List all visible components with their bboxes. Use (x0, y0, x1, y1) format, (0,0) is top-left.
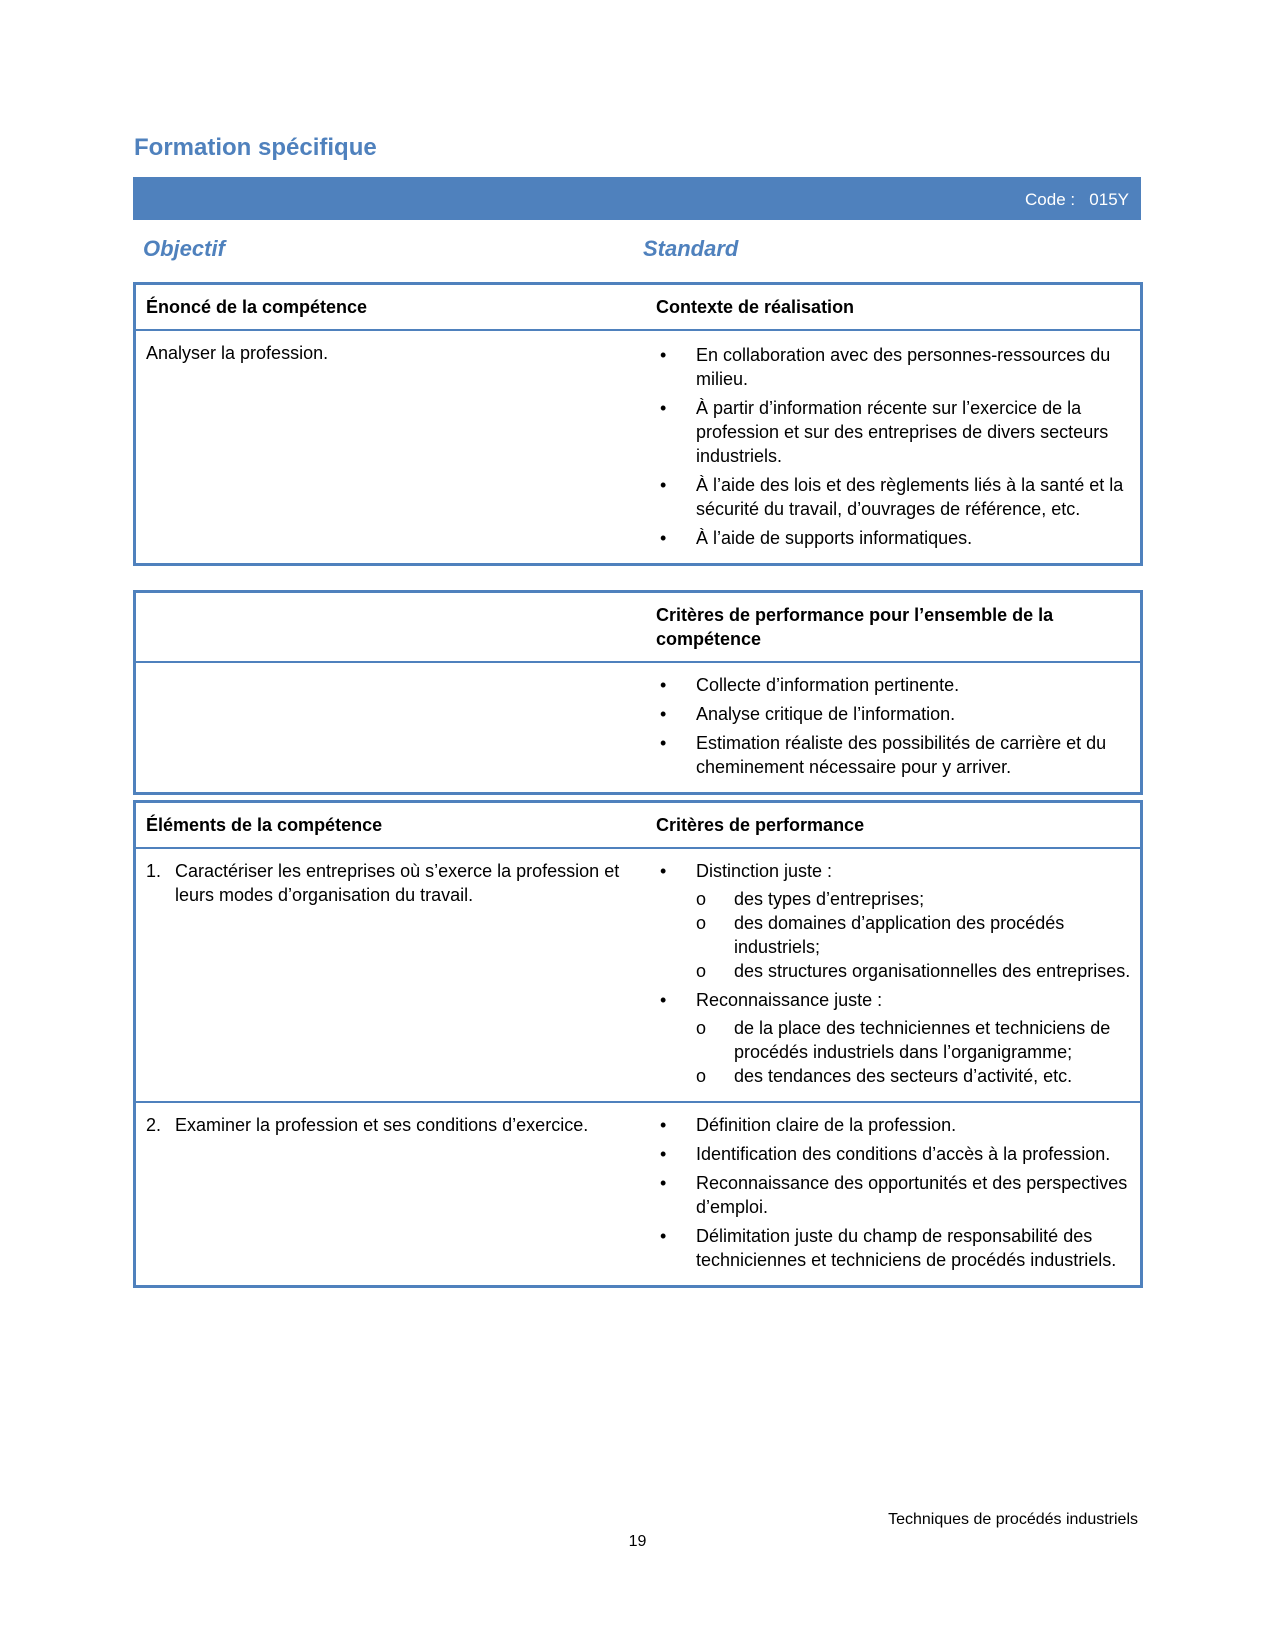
context-list (656, 343, 1132, 550)
list-item: • Collecte d’information pertinente. (656, 673, 1132, 697)
criteria-list (656, 859, 1132, 1088)
page-number: 19 (628, 1533, 647, 1550)
code-label: Code : (1025, 190, 1076, 209)
element-number: 2. (146, 1115, 162, 1135)
criterion-text: • Reconnaissance des opportunités et des perspectives d’emploi. (656, 1171, 1132, 1219)
element-text: Examiner la profession et ses conditions d’exercice. (175, 1115, 589, 1135)
overall-criteria-table (133, 590, 1143, 795)
list-item: • À l’aide de supports informatiques. (656, 526, 1132, 550)
list-item: • À partir d’information récente sur l’exercice de la profession et sur des entreprises de divers secteurs industriels. (656, 396, 1132, 468)
sub-item: o des structures organisationnelles des entreprises. (696, 959, 1132, 983)
competency-statement: Analyser la profession. (146, 343, 329, 363)
code-banner (133, 177, 1141, 220)
elements-table (133, 800, 1143, 1288)
code-value: 015Y (1089, 190, 1129, 209)
table-row (136, 1102, 1140, 1285)
list-item: • En collaboration avec des personnes-ressources du milieu. (656, 343, 1132, 391)
criterion-text: • Identification des conditions d’accès à la profession. (656, 1142, 1132, 1166)
competency-code (1025, 190, 1129, 210)
page-title: Formation spécifique (134, 134, 377, 161)
elements-header: Éléments de la compétence (136, 803, 642, 848)
table-row (136, 848, 1140, 1102)
element-1 (146, 859, 642, 907)
objective-header: Objectif (143, 236, 225, 261)
criterion-text: Distinction juste : (696, 861, 833, 881)
overall-criteria-header: Critères de performance pour l’ensemble de la compétence (642, 593, 1140, 662)
list-item: • À l’aide des lois et des règlements liés à la santé et la sécurité du travail, d’ouvrages de référence, etc. (656, 473, 1132, 521)
element-2 (146, 1113, 642, 1137)
sub-item: o de la place des techniciennes et techniciens de procédés industriels dans l’organigramme; (696, 1016, 1132, 1064)
criterion-text: Reconnaissance juste : (696, 990, 883, 1010)
standard-header: Standard (643, 236, 739, 261)
criterion-text: • Définition claire de la profession. (656, 1113, 1132, 1137)
criterion-text: • Délimitation juste du champ de responsabilité des techniciennes et techniciens de procédés industriels. (656, 1224, 1132, 1272)
sub-item: o des domaines d’application des procédés industriels; (696, 911, 1132, 959)
list-item: • Analyse critique de l’information. (656, 702, 1132, 726)
sub-item: o des types d’entreprises; (696, 887, 1132, 911)
competency-statement-table (133, 282, 1143, 566)
footer-program: Techniques de procédés industriels (888, 1511, 1138, 1528)
element-number: 1. (146, 861, 162, 881)
overall-criteria-list (656, 673, 1132, 779)
criteria-list (656, 1113, 1132, 1272)
context-header: Contexte de réalisation (642, 285, 1140, 330)
element-text: Caractériser les entreprises où s’exerce la profession et leurs modes d’organisation du travail. (175, 861, 620, 905)
list-item: • Estimation réaliste des possibilités de carrière et du cheminement nécessaire pour y arriver. (656, 731, 1132, 779)
sub-item: o des tendances des secteurs d’activité, etc. (696, 1064, 1132, 1088)
performance-criteria-header: Critères de performance (642, 803, 1140, 848)
statement-header: Énoncé de la compétence (136, 285, 642, 330)
